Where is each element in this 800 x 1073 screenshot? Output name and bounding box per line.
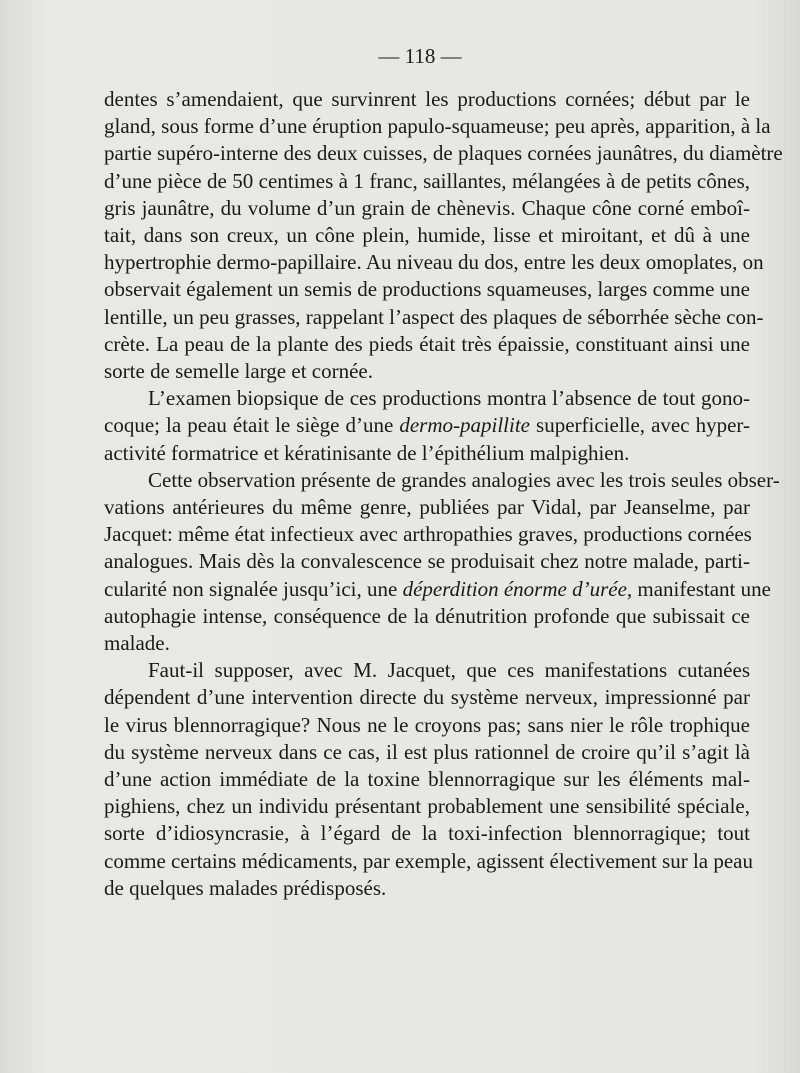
text-line — [104, 576, 771, 603]
text-line: dentes s’amendaient, que survinrent les productions cornées; début par le — [104, 87, 750, 111]
body-text — [104, 86, 783, 902]
text-line: comme certains médicaments, par exemple, agissent électivement sur la peau — [104, 848, 753, 873]
text-line: autophagie intense, conséquence de la dénutrition profonde que subissait ce — [104, 603, 750, 628]
text-segment: manifestant une — [637, 576, 771, 601]
text-line: Cette observation présente de grandes analogies avec les trois seules obser- — [148, 467, 780, 492]
text-line: gland, sous forme d’une éruption papulo-squameuse; peu après, apparition, à la — [104, 114, 771, 139]
text-line: hypertrophie dermo-papillaire. Au niveau du dos, entre les deux omoplates, on — [104, 250, 764, 275]
text-line: dépendent d’une intervention directe du système nerveux, impressionné par — [104, 685, 750, 710]
text-line: malade. — [104, 631, 170, 656]
text-line: observait également un semis de productions squameuses, larges comme une — [104, 277, 750, 302]
text-line: crète. La peau de la plante des pieds était très épaissie, constituant ainsi une — [104, 331, 750, 356]
text-line: lentille, un peu grasses, rappelant l’aspect des plaques de séborrhée sèche con- — [104, 304, 764, 329]
text-line: partie supéro-interne des deux cuisses, de plaques cornées jaunâtres, du diamètre — [104, 141, 783, 166]
italic-term: déperdition énorme d’urée, — [402, 576, 633, 601]
text-segment: superficielle, avec hyper- — [536, 413, 750, 438]
text-line: vations antérieures du même genre, publiées par Vidal, par Jeanselme, par — [104, 495, 750, 520]
text-line: du système nerveux dans ce cas, il est plus rationnel de croire qu’il s’agit là — [104, 739, 750, 764]
paragraph-2 — [104, 385, 750, 467]
text-line: gris jaunâtre, du volume d’un grain de chènevis. Chaque cône corné emboî- — [104, 195, 750, 220]
text-line: d’une pièce de 50 centimes à 1 franc, saillantes, mélangées à de petits cônes, — [104, 168, 750, 193]
paragraph-4 — [104, 657, 753, 902]
text-line: sorte de semelle large et cornée. — [104, 359, 373, 384]
text-segment: cularité non signalée jusqu’ici, une — [104, 576, 398, 601]
text-line: Faut-il supposer, avec M. Jacquet, que ces manifestations cutanées — [148, 658, 750, 683]
text-line: sorte d’idiosyncrasie, à l’égard de la toxi-infection blennorragique; tout — [104, 821, 750, 846]
italic-term: dermo-papillite — [399, 413, 530, 438]
text-line: Jacquet: même état infectieux avec arthropathies graves, productions cornées — [104, 522, 752, 547]
text-line: tait, dans son creux, un cône plein, humide, lisse et miroitant, et dû à une — [104, 223, 750, 248]
text-line: pighiens, chez un individu présentant probablement une sensibilité spéciale, — [104, 794, 750, 819]
text-line — [104, 412, 750, 439]
paragraph-1 — [104, 86, 783, 385]
text-line: de quelques malades prédisposés. — [104, 875, 387, 900]
paragraph-3 — [104, 467, 780, 657]
text-line: L’examen biopsique de ces productions montra l’absence de tout gono- — [148, 386, 750, 411]
text-segment: coque; la peau était le siège d’une — [104, 413, 394, 438]
text-line: le virus blennorragique? Nous ne le croyons pas; sans nier le rôle trophique — [104, 712, 750, 737]
text-line: activité formatrice et kératinisante de l’épithélium malpighien. — [104, 440, 630, 465]
text-line: analogues. Mais dès la convalescence se produisait chez notre malade, parti- — [104, 549, 750, 574]
text-line: d’une action immédiate de la toxine blennorragique sur les éléments mal- — [104, 767, 750, 792]
page-number: — 118 — — [378, 44, 462, 68]
